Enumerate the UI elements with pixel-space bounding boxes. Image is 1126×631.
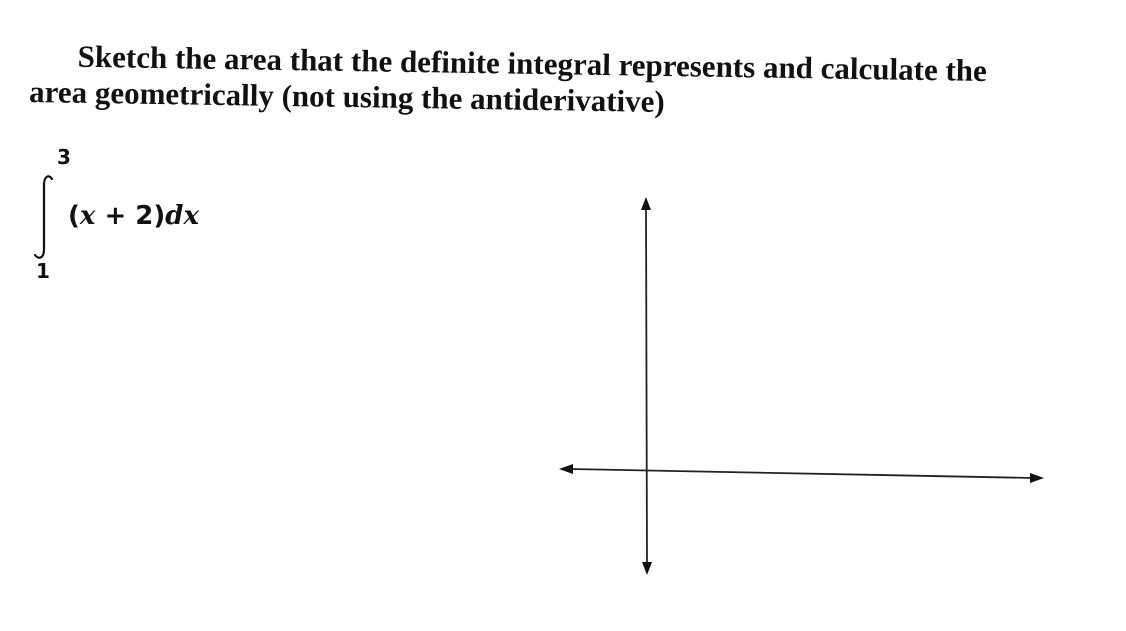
x-axis-left-arrow-icon — [559, 464, 573, 474]
integrand-differential-d: d — [165, 201, 184, 231]
problem-statement-line-2: area geometrically (not using the antiderivative) — [28, 73, 666, 119]
integrand-variable: x — [79, 201, 96, 231]
x-axis-right-arrow-icon — [1030, 473, 1044, 483]
y-axis-down-arrow-icon — [642, 562, 652, 575]
problem-statement-line-1: Sketch the area that the definite integral represents and calculate the — [77, 38, 988, 89]
integrand-constant: + 2) — [95, 201, 166, 231]
y-axis-up-arrow-icon — [641, 197, 651, 210]
integrand-open-paren: ( — [68, 201, 80, 231]
integrand-differential-variable: x — [183, 201, 199, 231]
integral-upper-limit: 3 — [57, 145, 71, 169]
integral-lower-limit: 1 — [36, 259, 50, 283]
y-axis-line — [646, 206, 647, 566]
x-axis-line — [570, 469, 1034, 478]
